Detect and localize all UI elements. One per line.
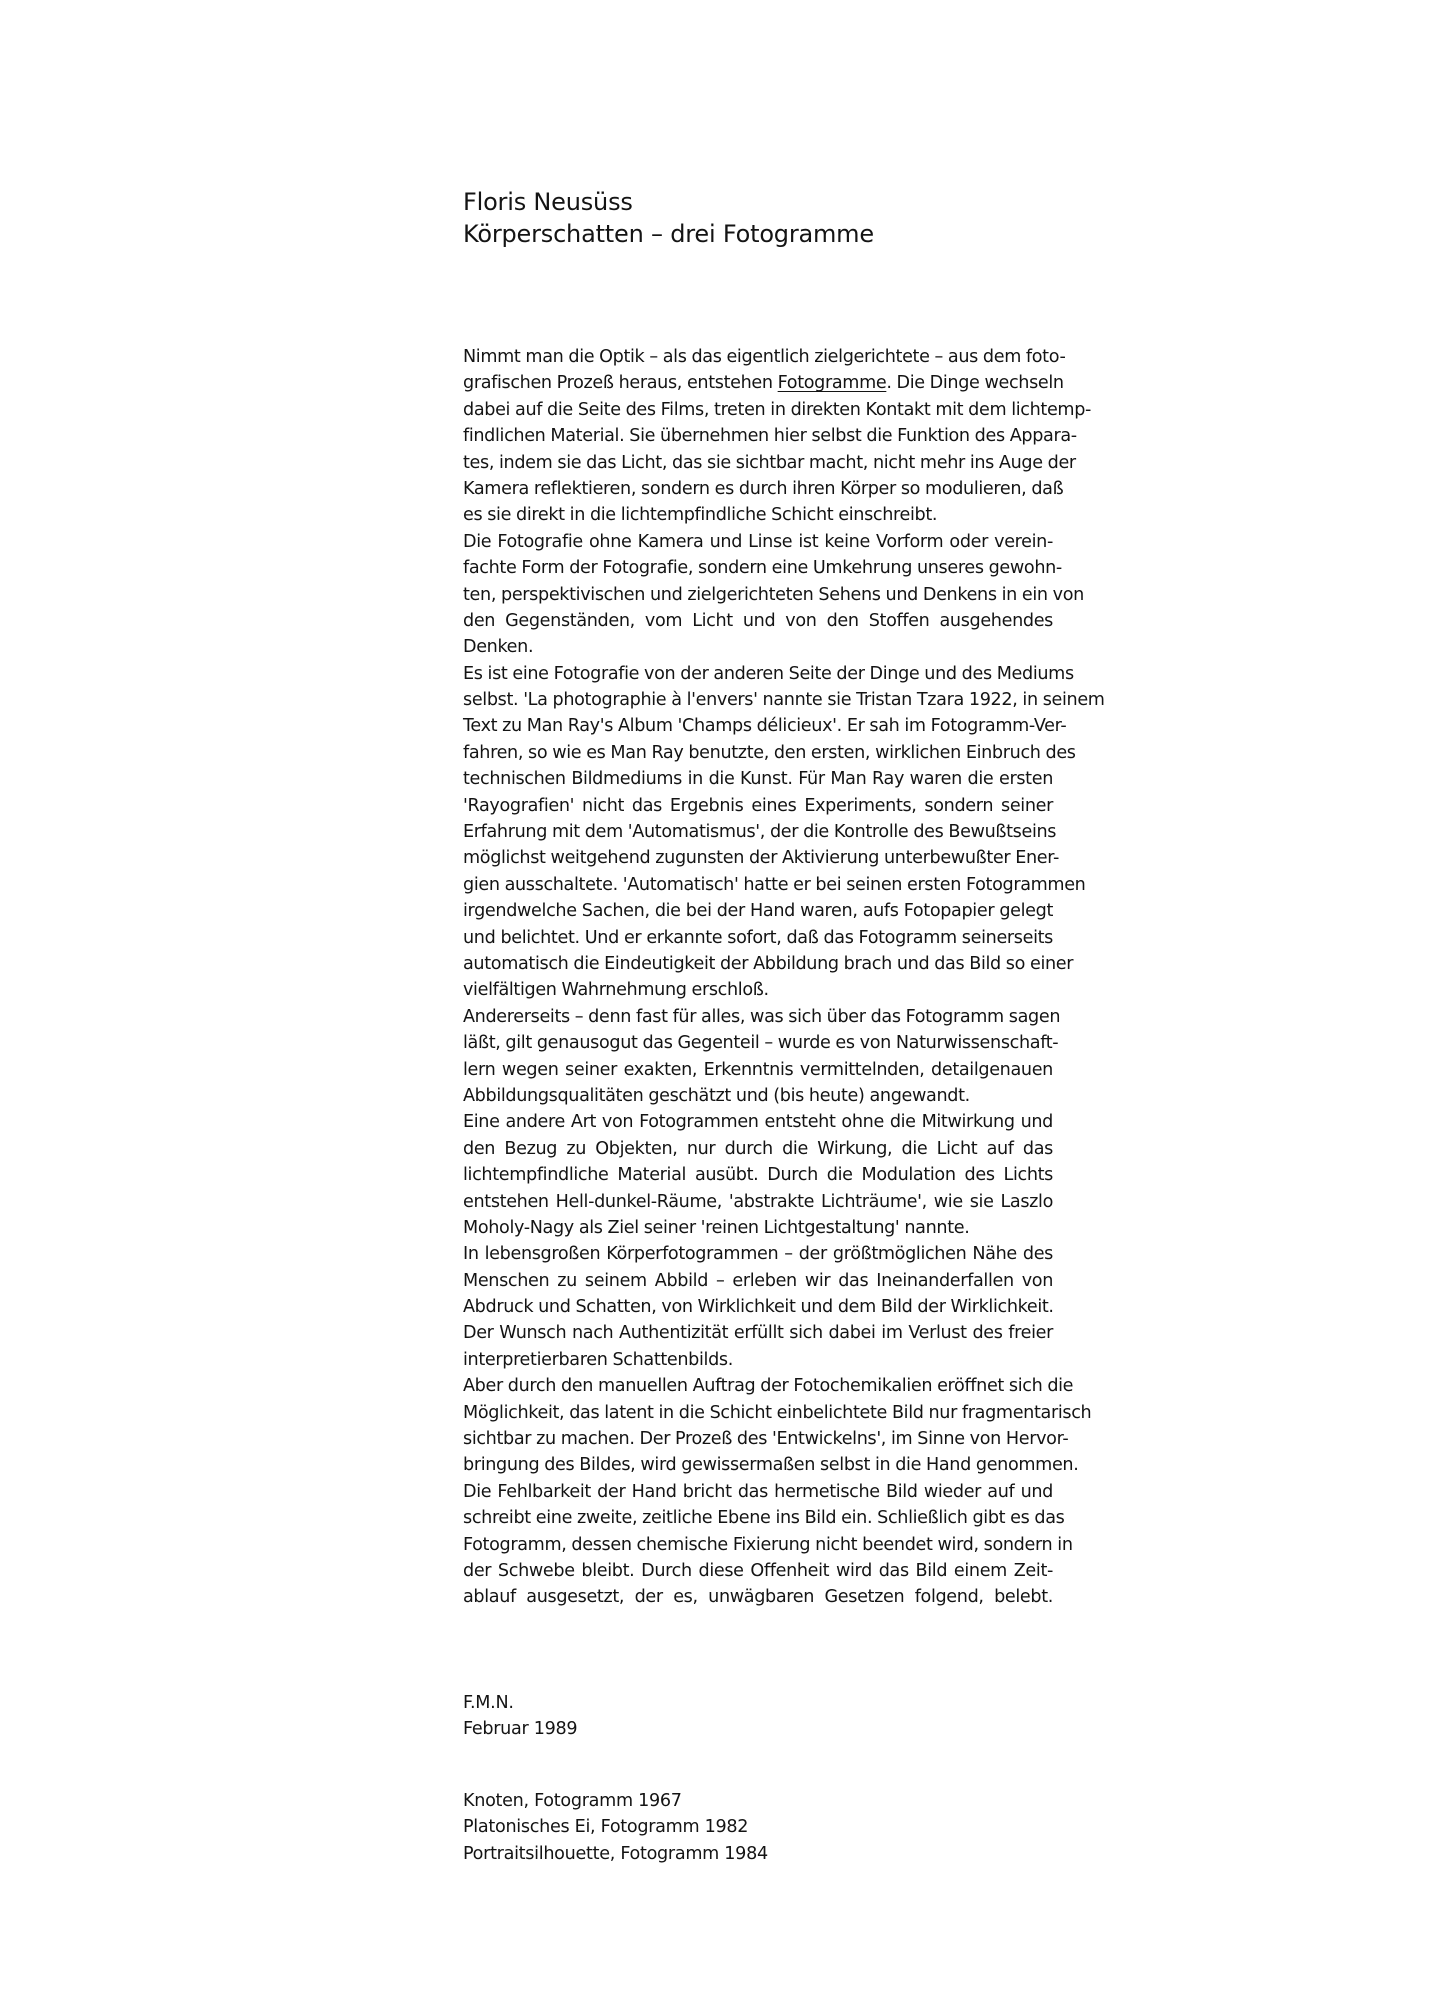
body-line	[463, 502, 1053, 528]
body-line	[463, 661, 1074, 687]
body-line	[463, 344, 1066, 370]
body-line	[463, 1136, 1053, 1162]
body-text-segment: interpretierbaren Schattenbilds.	[463, 1349, 733, 1370]
body-text-segment: dabei auf die Seite des Films, treten in direkten Kontakt mit dem lichtemp-	[463, 399, 1092, 420]
body-line	[463, 1268, 1053, 1294]
body-text-segment: automatisch die Eindeutigkeit der Abbildung brach und das Bild so einer	[463, 953, 1074, 974]
underlined-term: Fotogramme	[777, 373, 887, 394]
body-line	[463, 582, 1084, 608]
body-text-segment: Eine andere Art von Fotogrammen entsteht ohne die Mitwirkung und	[463, 1112, 1053, 1133]
body-line	[463, 1083, 1053, 1109]
body-line	[463, 608, 1053, 634]
body-line	[463, 845, 1060, 871]
body-line	[463, 977, 1053, 1003]
body-text-segment: Abbildungsqualitäten geschätzt und (bis heute) angewandt.	[463, 1085, 970, 1106]
body-line	[463, 423, 1077, 449]
work-item: Portraitsilhouette, Fotogramm 1984	[463, 1843, 768, 1864]
body-line	[463, 1347, 1053, 1373]
body-line	[463, 529, 1053, 555]
body-text-segment: es sie direkt in die lichtempfindliche Schicht einschreibt.	[463, 505, 938, 526]
body-text-segment: In lebensgroßen Körperfotogrammen – der größtmöglichen Nähe des	[463, 1244, 1053, 1265]
body-line	[463, 1241, 1053, 1267]
body-line	[463, 819, 1057, 845]
body-line	[463, 1162, 1053, 1188]
body-text-segment: Menschen zu seinem Abbild – erleben wir das Ineinanderfallen von	[463, 1270, 1053, 1291]
body-line	[463, 1584, 1053, 1610]
body-line	[463, 740, 1076, 766]
body-text-segment: . Die Dinge wechseln	[886, 373, 1064, 394]
body-line	[463, 793, 1053, 819]
body-text-segment: schreibt eine zweite, zeitliche Ebene ins Bild ein. Schließlich gibt es das	[463, 1508, 1065, 1529]
body-line	[463, 1479, 1053, 1505]
title-block	[463, 186, 1223, 250]
body-text-segment: selbst. 'La photographie à l'envers' nannte sie Tristan Tzara 1922, in seinem	[463, 690, 1105, 711]
body-text-segment: ten, perspektivischen und zielgerichteten Sehens und Denkens in ein von	[463, 584, 1084, 605]
body-text-segment: Die Fehlbarkeit der Hand bricht das hermetische Bild wieder auf und	[463, 1481, 1053, 1502]
body-text-segment: Aber durch den manuellen Auftrag der Fotochemikalien eröffnet sich die	[463, 1376, 1074, 1397]
body-text-segment: und belichtet. Und er erkannte sofort, daß das Fotogramm seinerseits	[463, 927, 1053, 948]
body-text-segment: fahren, so wie es Man Ray benutzte, den ersten, wirklichen Einbruch des	[463, 742, 1076, 763]
body-line	[463, 687, 1105, 713]
body-line	[463, 634, 1053, 660]
body-line	[463, 555, 1062, 581]
body-line	[463, 1400, 1092, 1426]
work-item: Knoten, Fotogramm 1967	[463, 1791, 682, 1811]
body-line	[463, 1004, 1061, 1030]
body-text-segment: Fotogramm, dessen chemische Fixierung nicht beendet wird, sondern in	[463, 1534, 1073, 1555]
body-line	[463, 397, 1092, 423]
body-line	[463, 1532, 1073, 1558]
body-line	[463, 1294, 1053, 1320]
body-line	[463, 872, 1086, 898]
body-text-segment: Die Fotografie ohne Kamera und Linse ist keine Vorform oder verein-	[463, 531, 1053, 552]
body-text-segment: Denken.	[463, 637, 534, 658]
body-text-segment: Der Wunsch nach Authentizität erfüllt sich dabei im Verlust des freier	[463, 1323, 1053, 1344]
signature-date: Februar 1989	[463, 1719, 578, 1740]
body-text-segment: technischen Bildmediums in die Kunst. Für Man Ray waren die ersten	[463, 769, 1053, 790]
body-text-segment: ablauf ausgesetzt, der es, unwägbaren Gesetzen folgend, belebt.	[463, 1587, 1053, 1608]
body-line	[463, 1426, 1069, 1452]
body-text-segment: entstehen Hell-dunkel-Räume, 'abstrakte Lichträume', wie sie Laszlo	[463, 1191, 1053, 1212]
body-text-segment: 'Rayografien' nicht das Ergebnis eines Experiments, sondern seiner	[463, 795, 1053, 816]
document-title: Körperschatten – drei Fotogramme	[463, 220, 874, 248]
body-text-segment: lern wegen seiner exakten, Erkenntnis vermittelnden, detailgenauen	[463, 1059, 1053, 1080]
body-line	[463, 1558, 1053, 1584]
body-line	[463, 1030, 1059, 1056]
body-line	[463, 450, 1076, 476]
body-text-segment: grafischen Prozeß heraus, entstehen	[463, 373, 778, 394]
body-line	[463, 1215, 1053, 1241]
signature-block	[463, 1690, 577, 1743]
body-line	[463, 370, 1064, 396]
body-text-segment: Text zu Man Ray's Album 'Champs délicieux'. Er sah im Fotogramm-Ver-	[463, 716, 1067, 737]
body-text-segment: der Schwebe bleibt. Durch diese Offenheit wird das Bild einem Zeit-	[463, 1560, 1053, 1581]
author-initials: F.M.N.	[463, 1693, 514, 1713]
body-text-segment: Andererseits – denn fast für alles, was sich über das Fotogramm sagen	[463, 1006, 1061, 1027]
body-text-segment: lichtempfindliche Material ausübt. Durch die Modulation des Lichts	[463, 1165, 1053, 1186]
body-text-segment: Nimmt man die Optik – als das eigentlich zielgerichtete – aus dem foto-	[463, 347, 1066, 367]
body-text-segment: irgendwelche Sachen, die bei der Hand waren, aufs Fotopapier gelegt	[463, 901, 1053, 922]
body-line	[463, 1320, 1053, 1346]
body-line	[463, 1505, 1065, 1531]
body-text-segment: Erfahrung mit dem 'Automatismus', der die Kontrolle des Bewußtseins	[463, 822, 1057, 843]
body-text-segment: bringung des Bildes, wird gewissermaßen selbst in die Hand genommen.	[463, 1455, 1079, 1476]
body-text-segment: Moholy-Nagy als Ziel seiner 'reinen Lichtgestaltung' nannte.	[463, 1217, 970, 1238]
body-text-segment: Abdruck und Schatten, von Wirklichkeit und dem Bild der Wirklichkeit.	[463, 1297, 1054, 1318]
body-line	[463, 1373, 1074, 1399]
body-line	[463, 1057, 1053, 1083]
body-text-segment: gien ausschaltete. 'Automatisch' hatte er bei seinen ersten Fotogrammen	[463, 874, 1086, 895]
body-line	[463, 898, 1053, 924]
body-line	[463, 476, 1064, 502]
body-line	[463, 713, 1067, 739]
essay-body	[463, 344, 1105, 1611]
work-item: Platonisches Ei, Fotogramm 1982	[463, 1817, 749, 1838]
author-name: Floris Neusüss	[463, 188, 633, 216]
body-line	[463, 951, 1074, 977]
body-text-segment: sichtbar zu machen. Der Prozeß des 'Entwickelns', im Sinne von Hervor-	[463, 1429, 1069, 1450]
body-text-segment: Es ist eine Fotografie von der anderen Seite der Dinge und des Mediums	[463, 663, 1074, 684]
body-text-segment: Möglichkeit, das latent in die Schicht einbelichtete Bild nur fragmentarisch	[463, 1402, 1092, 1423]
body-text-segment: findlichen Material. Sie übernehmen hier selbst die Funktion des Appara-	[463, 426, 1077, 447]
body-text-segment: Kamera reflektieren, sondern es durch ihren Körper so modulieren, daß	[463, 478, 1064, 499]
body-line	[463, 1189, 1053, 1215]
body-text-segment: tes, indem sie das Licht, das sie sichtbar macht, nicht mehr ins Auge der	[463, 452, 1076, 473]
body-line	[463, 925, 1053, 951]
body-line	[463, 1452, 1079, 1478]
body-line	[463, 1109, 1053, 1135]
body-text-segment: den Bezug zu Objekten, nur durch die Wirkung, die Licht auf das	[463, 1138, 1053, 1159]
body-text-segment: läßt, gilt genausogut das Gegenteil – wurde es von Naturwissenschaft-	[463, 1033, 1059, 1054]
body-text-segment: möglichst weitgehend zugunsten der Aktivierung unterbewußter Ener-	[463, 848, 1060, 869]
body-text-segment: den Gegenständen, vom Licht und von den Stoffen ausgehendes	[463, 610, 1053, 631]
body-text-segment: fachte Form der Fotografie, sondern eine Umkehrung unseres gewohn-	[463, 558, 1062, 579]
works-list	[463, 1788, 768, 1867]
body-text-segment: vielfältigen Wahrnehmung erschloß.	[463, 980, 769, 1001]
body-line	[463, 766, 1053, 792]
